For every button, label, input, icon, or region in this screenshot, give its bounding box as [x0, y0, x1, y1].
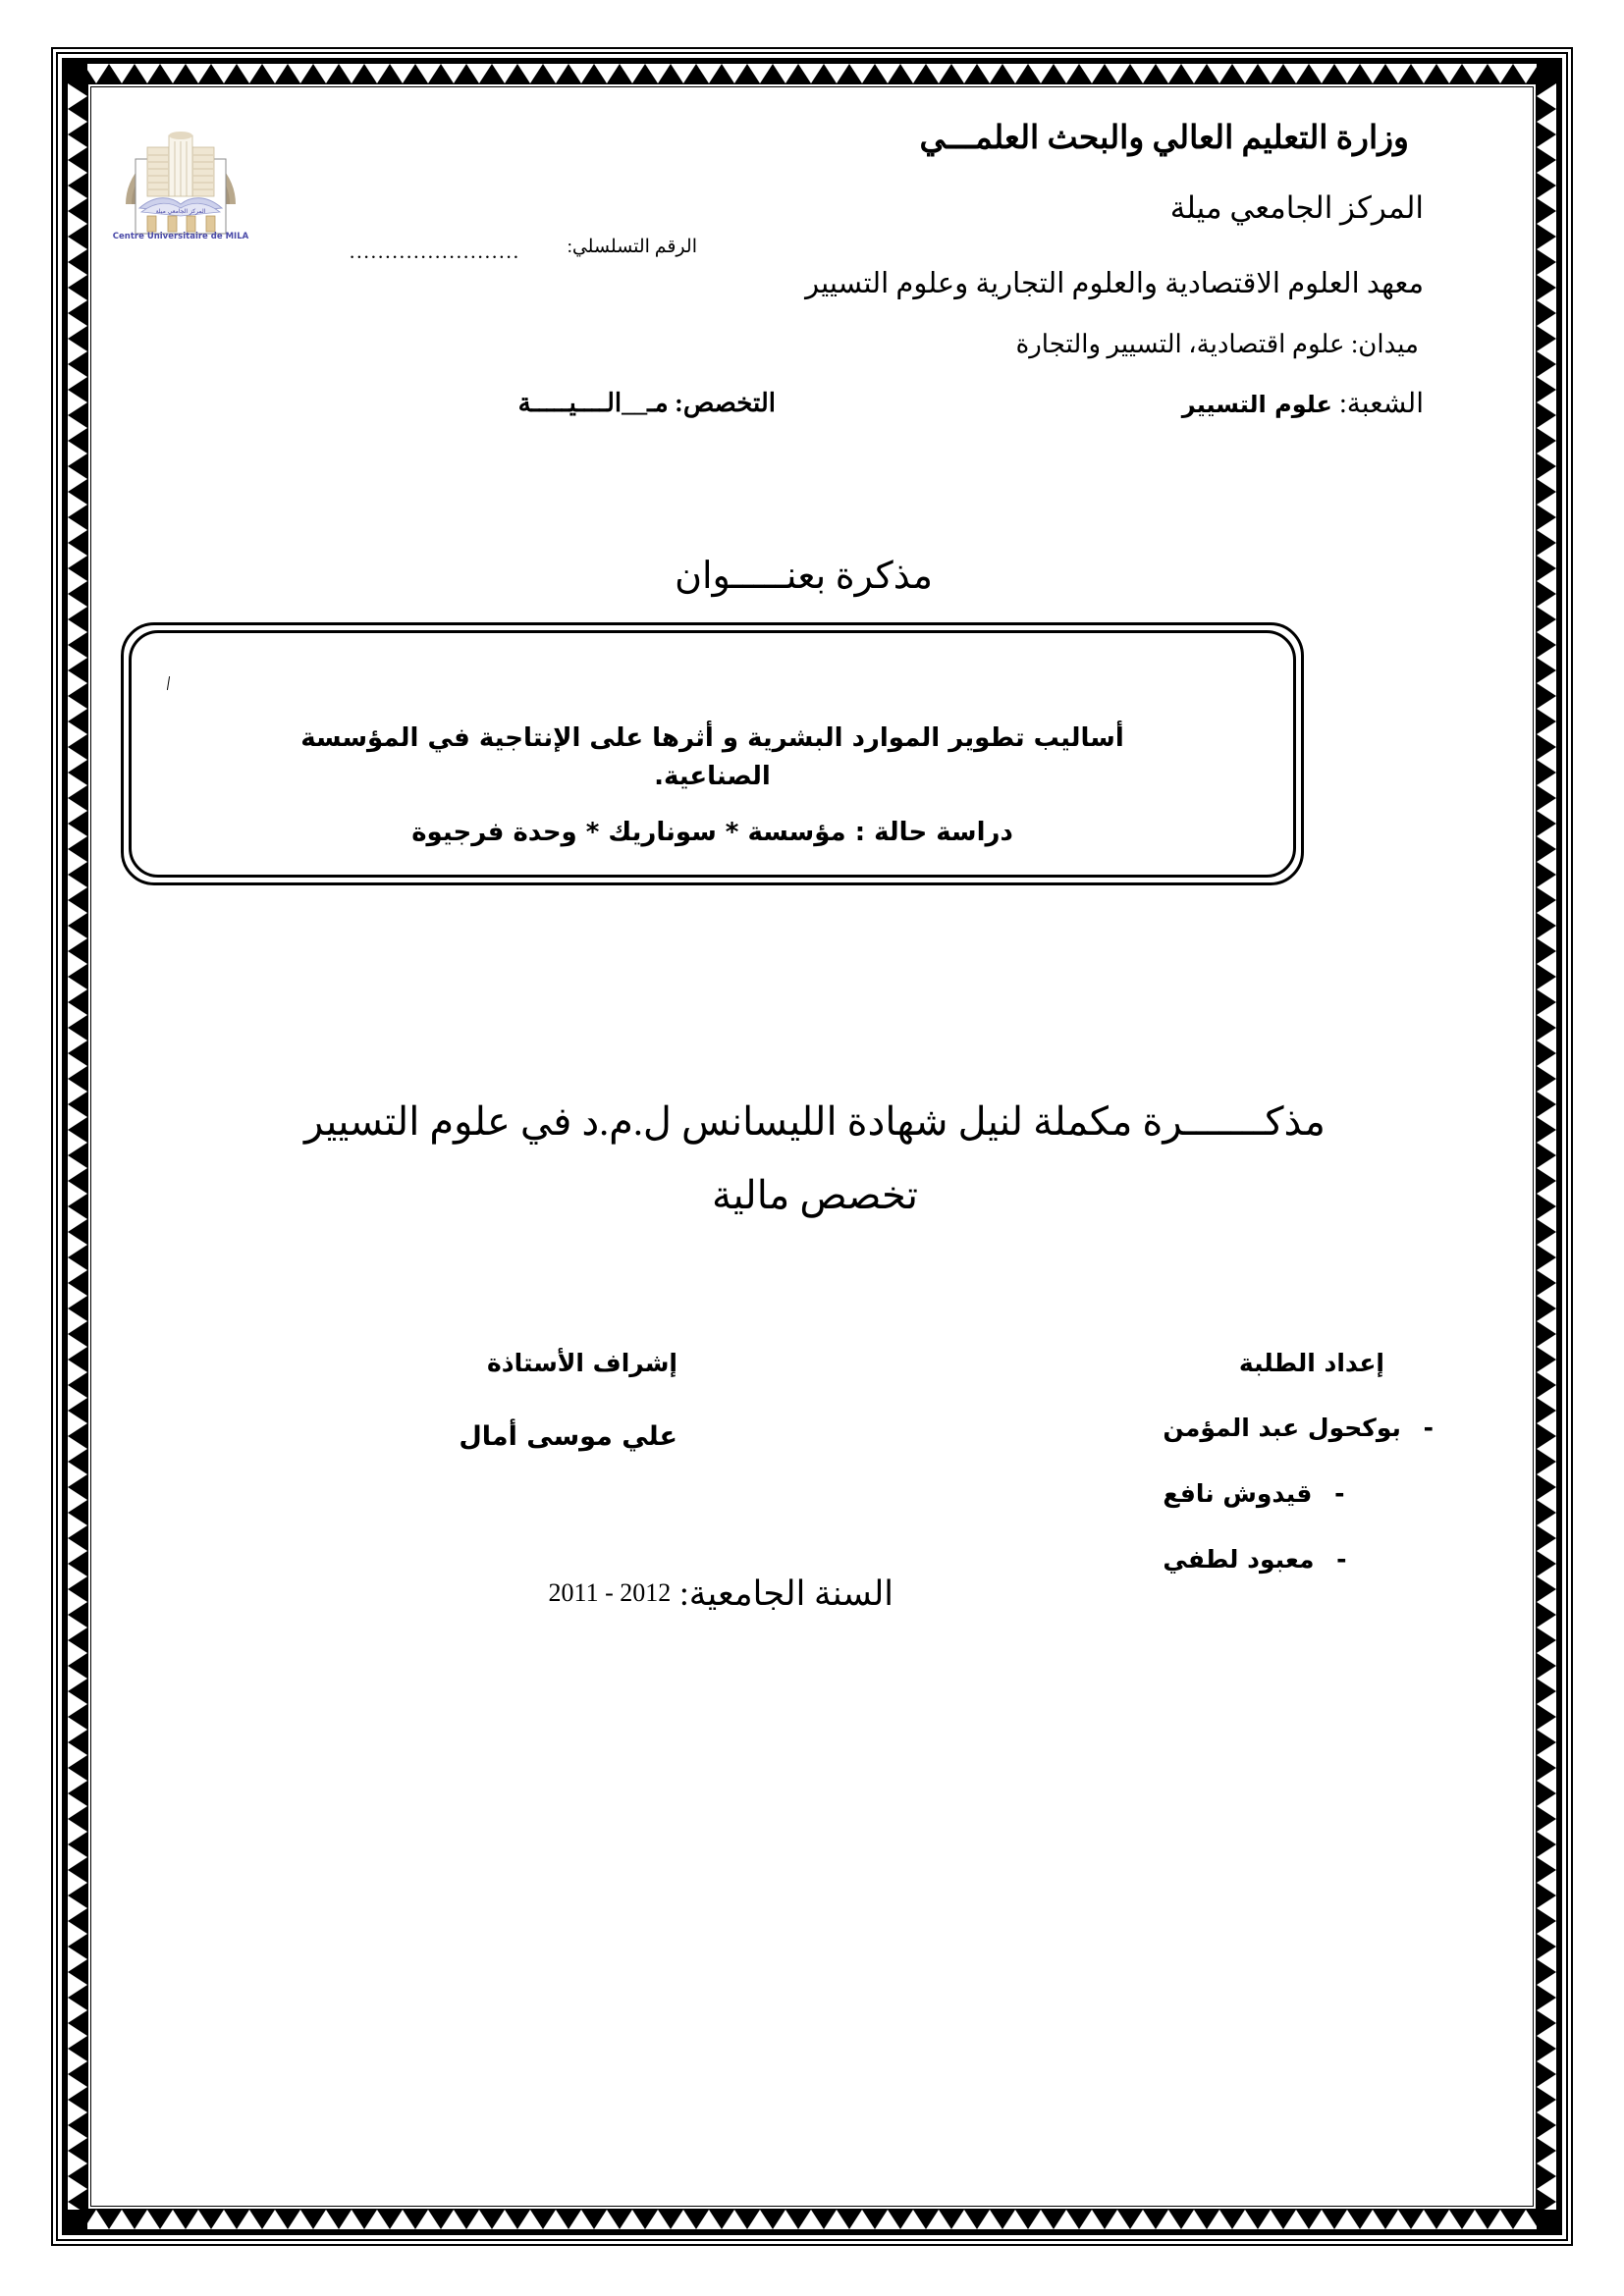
institute-line: معهد العلوم الاقتصادية والعلوم التجارية وعلوم التسيير	[805, 268, 1424, 299]
academic-year-label: السنة الجامعية:	[678, 1575, 893, 1613]
branch-label: الشعبة:	[1338, 389, 1424, 419]
branch-value: علوم التسيير	[1181, 391, 1332, 418]
list-item	[1163, 1414, 1434, 1442]
academic-year	[549, 1575, 893, 1614]
academic-year-value: 2011 - 2012	[548, 1578, 672, 1607]
student-name: معبود لطفي	[1163, 1545, 1315, 1574]
memo-heading: مذكرة بعنـــــوان	[675, 556, 933, 597]
border-teeth-right	[1537, 83, 1562, 2210]
students-list	[1163, 1414, 1434, 1611]
supervisor-name: علي موسى أمال	[459, 1421, 677, 1452]
list-bullet-dash: -	[1336, 1545, 1347, 1574]
branch-line	[1182, 387, 1424, 420]
border-teeth-top	[87, 58, 1537, 83]
border-teeth-bottom	[87, 2210, 1537, 2235]
border-teeth-left	[62, 83, 87, 2210]
svg-text:Centre Universitaire de MILA: Centre Universitaire de MILA	[112, 232, 249, 240]
university-logo	[108, 114, 253, 240]
list-bullet-dash: -	[1334, 1479, 1345, 1508]
university-center-line: المركز الجامعي ميلة	[1169, 190, 1424, 225]
serial-number-label: الرقم التسلسلي:	[567, 237, 697, 257]
list-item	[1163, 1545, 1434, 1574]
list-item	[1163, 1479, 1434, 1508]
degree-statement-line-2: تخصص مالية	[712, 1173, 918, 1217]
cover-page-content	[108, 102, 1522, 2203]
thesis-title: أساليب تطوير الموارد البشرية و أثرها على الإنتاجية في المؤسسة الصناعية.	[300, 723, 1124, 791]
supervisor-heading: إشراف الأستاذة	[487, 1349, 677, 1377]
thesis-title-box	[121, 622, 1304, 885]
ministry-line: وزارة التعليم العالي والبحث العلمـــي	[919, 121, 1409, 156]
degree-statement-line-1: مذكـــــــرة مكملة لنيل شهادة الليسانس ل.م.د في علوم التسيير	[304, 1099, 1326, 1144]
svg-text:المركز الجامعي ميلة: المركز الجامعي ميلة	[155, 208, 206, 215]
case-study-line: دراسة حالة : مؤسسة * سوناريك * وحدة فرجيوة	[411, 818, 1013, 847]
student-name: قيدوش نافع	[1163, 1479, 1313, 1508]
student-name: بوكحول عبد المؤمن	[1163, 1414, 1401, 1442]
students-heading: إعداد الطلبة	[1238, 1349, 1384, 1377]
domain-line: ميدان: علوم اقتصادية، التسيير والتجارة	[1015, 330, 1419, 358]
list-bullet-dash: -	[1423, 1414, 1434, 1442]
speciality-line: التخصص: مـ__الــــيـــــة	[517, 389, 776, 417]
serial-number-dots: ........................	[350, 240, 520, 263]
